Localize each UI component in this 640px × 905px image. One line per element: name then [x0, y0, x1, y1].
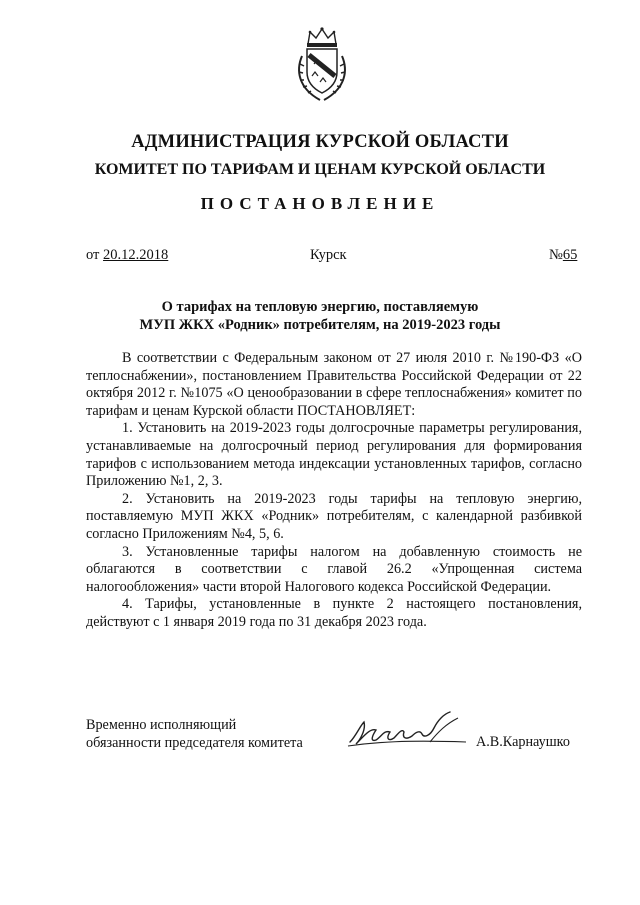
committee-title: КОМИТЕТ ПО ТАРИФАМ И ЦЕНАМ КУРСКОЙ ОБЛАСТИ — [94, 161, 546, 178]
resolution-item: 4. Тарифы, установленные в пункте 2 настоящего постановления, действуют с 1 января 2019 года по 31 декабря 2023 года. — [86, 596, 582, 630]
position-line: Временно исполняющий — [86, 717, 237, 733]
document-body — [86, 350, 582, 632]
document-date — [86, 247, 168, 264]
organization-title: АДМИНИСТРАЦИЯ КУРСКОЙ ОБЛАСТИ — [131, 132, 509, 152]
preamble-paragraph: В соответствии с Федеральным законом от 27 июля 2010 г. №190-ФЗ «О теплоснабжении», постановлением Правительства Российской Федерации от 22 октября 2012 г. №1075 «О ценообразовании в сфере теплоснабжения» комитет по тарифам и ценам Курской области ПОСТАНОВЛЯЕТ: — [86, 350, 582, 419]
resolution-item: 1. Установить на 2019-2023 годы долгосрочные параметры регулирования, устанавливаемые на долгосрочный период регулирования для формирования тарифов с использованием метода индексации установленных тарифов, согласно Приложению №1, 2, 3. — [86, 420, 582, 490]
document-type: ПОСТАНОВЛЕНИЕ — [200, 194, 440, 213]
document-subject — [0, 298, 640, 334]
date-prefix: от — [86, 247, 104, 263]
signatory-position — [86, 716, 303, 752]
document-number — [549, 247, 577, 264]
resolution-item: 3. Установленные тарифы налогом на добавленную стоимость не облагаются в соответствии с главой 26.2 «Упрощенная система налогообложения» части второй Налогового кодекса Российской Федерации. — [86, 543, 582, 595]
handwritten-signature-icon — [346, 706, 470, 754]
kursk-coat-of-arms-icon — [294, 26, 350, 104]
resolution-item: 2. Установить на 2019-2023 годы тарифы на тепловую энергию, поставляемую МУП ЖКХ «Родник» потребителям, с календарной разбивкой согласно Приложениям №4, 5, 6. — [86, 490, 582, 542]
subject-line: МУП ЖКХ «Родник» потребителям, на 2019-2023 годы — [139, 317, 501, 333]
number-value: 65 — [562, 247, 578, 263]
document-city: Курск — [310, 247, 347, 263]
number-prefix: № — [549, 247, 563, 263]
subject-line: О тарифах на тепловую энергию, поставляемую — [161, 299, 479, 315]
signatory-name: А.В.Карнаушко — [476, 734, 570, 750]
position-line: обязанности председателя комитета — [86, 735, 303, 751]
date-value: 20.12.2018 — [103, 247, 169, 263]
